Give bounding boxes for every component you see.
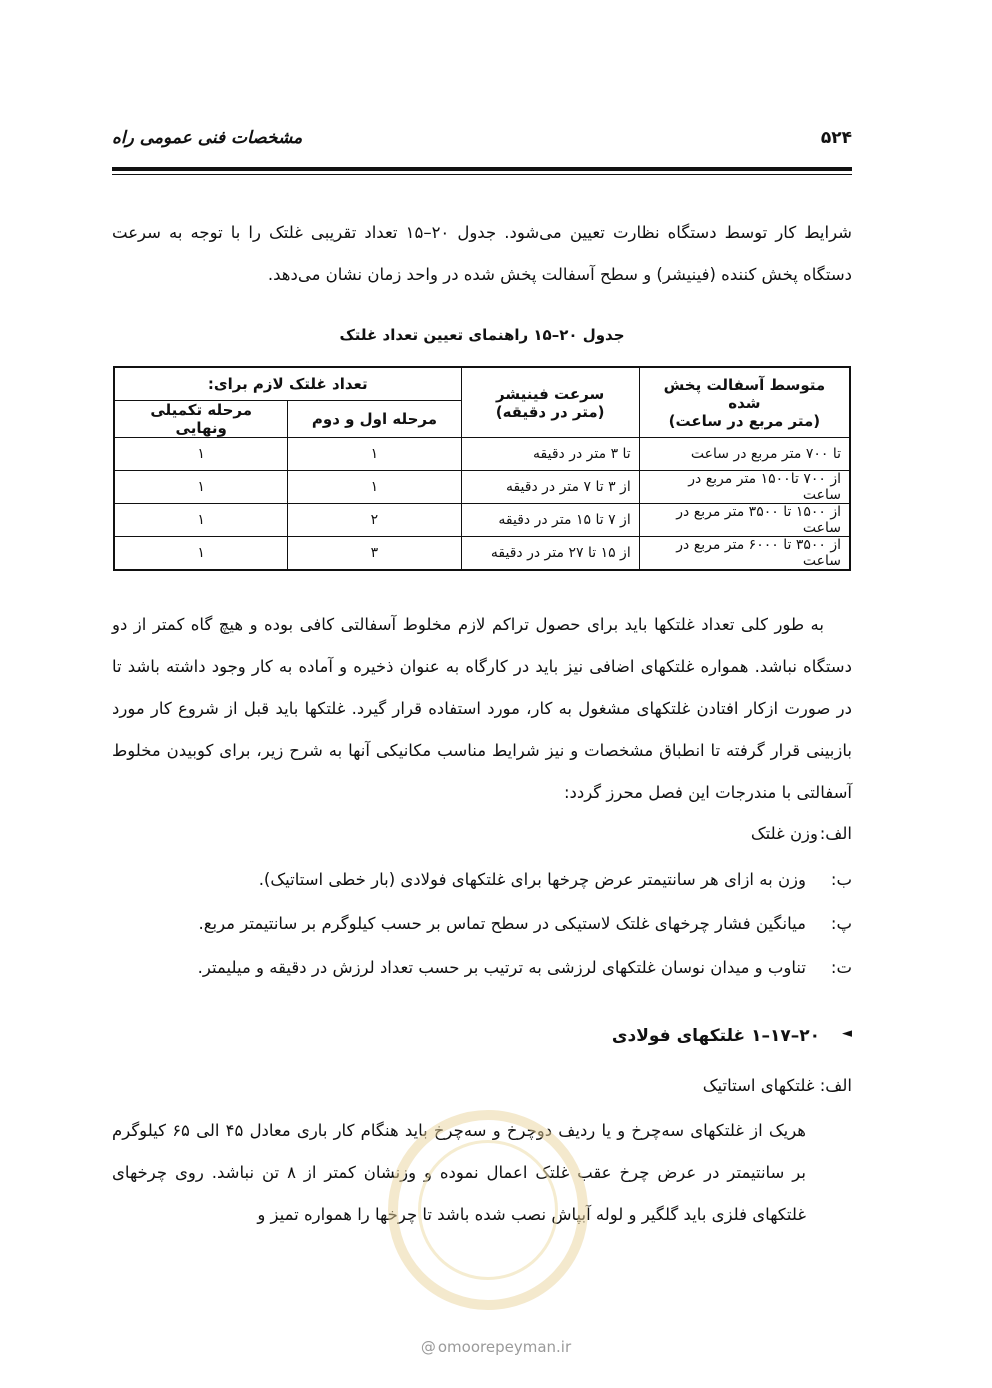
cell-final: ۱ [114, 504, 288, 537]
header-stage-final: مرحله تکمیلی ونهایی [114, 401, 288, 438]
cell-stage12: ۱ [288, 471, 461, 504]
cell-area: تا ۷۰۰ متر مربع در ساعت [639, 438, 850, 471]
list-marker: ت: [830, 958, 852, 977]
table-header-row [114, 367, 850, 401]
watermark-text: omoorepeyman.ir [437, 1338, 572, 1356]
header-area [639, 367, 850, 438]
list-marker: ب: [830, 870, 852, 889]
list-item [112, 958, 852, 998]
header-area-line1: متوسط آسفالت پخش شده [663, 375, 826, 412]
section-title: ۲۰–۱۷–۱ غلتکهای فولادی [611, 1026, 820, 1046]
cell-area: از ۱۵۰۰ تا ۳۵۰۰ متر مربع در ساعت [639, 504, 850, 537]
cell-speed: از ۳ تا ۷ متر در دقیقه [461, 471, 639, 504]
triangle-bullet-icon: ◄ [842, 1026, 852, 1041]
header-rule-thick [112, 167, 852, 171]
cell-stage12: ۱ [288, 438, 461, 471]
closing-paragraph: هریک از غلتکهای سه‌چرخ و یا ردیف دوچرخ و سه‌چرخ باید هنگام کار باری معادل ۴۵ الی ۶۵ کیلوگرم بر سانتیمتر در عرض چرخ عقب غلتک اعمال نموده و وزنشان کمتر از ۸ تن نباشد. روی چرخهای غلتکهای فلزی باید گلگیر و لوله آبپاش نصب شده باشد تا چرخها را همواره تمیز و [112, 1121, 807, 1224]
cell-final: ۱ [114, 438, 288, 471]
list-text: تناوب و میدان نوسان غلتکهای لرزشی به ترتیب بر حسب تعداد لرزش در دقیقه و میلیمتر. [197, 958, 806, 977]
table-row [114, 471, 850, 504]
cell-area: از ۳۵۰۰ تا ۶۰۰۰ متر مربع در ساعت [639, 537, 850, 571]
cell-stage12: ۳ [288, 537, 461, 571]
list-text: میانگین فشار چرخهای غلتک لاستیکی در سطح تماس بر حسب کیلوگرم بر سانتیمتر مربع. [198, 914, 806, 933]
page-number: ۵۲۴ [820, 128, 852, 148]
cell-area: از ۷۰۰ تا۱۵۰۰ متر مربع در ساعت [639, 471, 850, 504]
cell-stage12: ۲ [288, 504, 461, 537]
cell-final: ۱ [114, 471, 288, 504]
list-item [112, 870, 852, 910]
list-marker: پ: [830, 914, 852, 933]
table-caption: جدول ۲۰–۱۵ راهنمای تعیین تعداد غلتک [339, 326, 625, 344]
intro-paragraph: شرایط کار توسط دستگاه نظارت تعیین می‌شود. جدول ۲۰–۱۵ تعداد تقریبی غلتک را با توجه به سرعت دستگاه پخش کننده (فینیشر) و سطح آسفالت پخش شده در واحد زمان نشان می‌دهد. [112, 223, 852, 284]
watermark-seal-inner-ring [418, 1140, 558, 1280]
header-speed-line1: سرعت فینیشر [496, 384, 605, 403]
body-paragraph: به طور کلی تعداد غلتکها باید برای حصول تراکم لازم مخلوط آسفالتی کافی بوده و هیچ گاه کمتر از دو دستگاه نباشد. همواره غلتکهای اضافی نیز باید در کارگاه به عنوان ذخیره و آماده به کار وجود داشته باشد تا در صورت ازکار افتادن غلتکهای مشغول به کار، مورد استفاده قرار گیرد. غلتکها باید قبل از شروع کار مورد بازبینی قرار گرفته تا انطباق مشخصات و نیز شرایط مناسب مکانیکی آنها به شرح زیر، برای کوبیدن مخلوط آسفالتی با مندرجات این فصل محرز گردد: [112, 615, 852, 802]
header-area-line2: (متر مربع در ساعت) [668, 411, 821, 430]
list-marker: الف: [819, 824, 852, 843]
list-item [112, 914, 852, 954]
header-stage12: مرحله اول و دوم [288, 401, 461, 438]
header-rule-thin [112, 174, 852, 175]
page-header [112, 128, 852, 158]
list-text: وزن غلتک [750, 824, 818, 843]
header-rollers: تعداد غلتک لازم برای: [114, 367, 461, 401]
list-text: وزن به ازای هر سانتیمتر عرض چرخها برای غلتکهای فولادی (بار خطی استاتیک). [258, 870, 806, 889]
roller-count-table [113, 366, 851, 571]
header-speed [461, 367, 639, 438]
table-row [114, 504, 850, 537]
cell-speed: تا ۳ متر در دقیقه [461, 438, 639, 471]
cell-speed: از ۱۵ تا ۲۷ متر در دقیقه [461, 537, 639, 571]
subsection-label: الف: غلتکهای استاتیک [702, 1076, 852, 1095]
at-sign-icon: @ [420, 1338, 436, 1356]
cell-final: ۱ [114, 537, 288, 571]
table-row [114, 438, 850, 471]
header-speed-line2: (متر در دقیقه) [495, 402, 605, 421]
book-title: مشخصات فنی عمومی راه [112, 128, 303, 148]
cell-speed: از ۷ تا ۱۵ متر در دقیقه [461, 504, 639, 537]
list-item [112, 824, 852, 864]
site-watermark [0, 1338, 992, 1356]
table-row [114, 537, 850, 571]
